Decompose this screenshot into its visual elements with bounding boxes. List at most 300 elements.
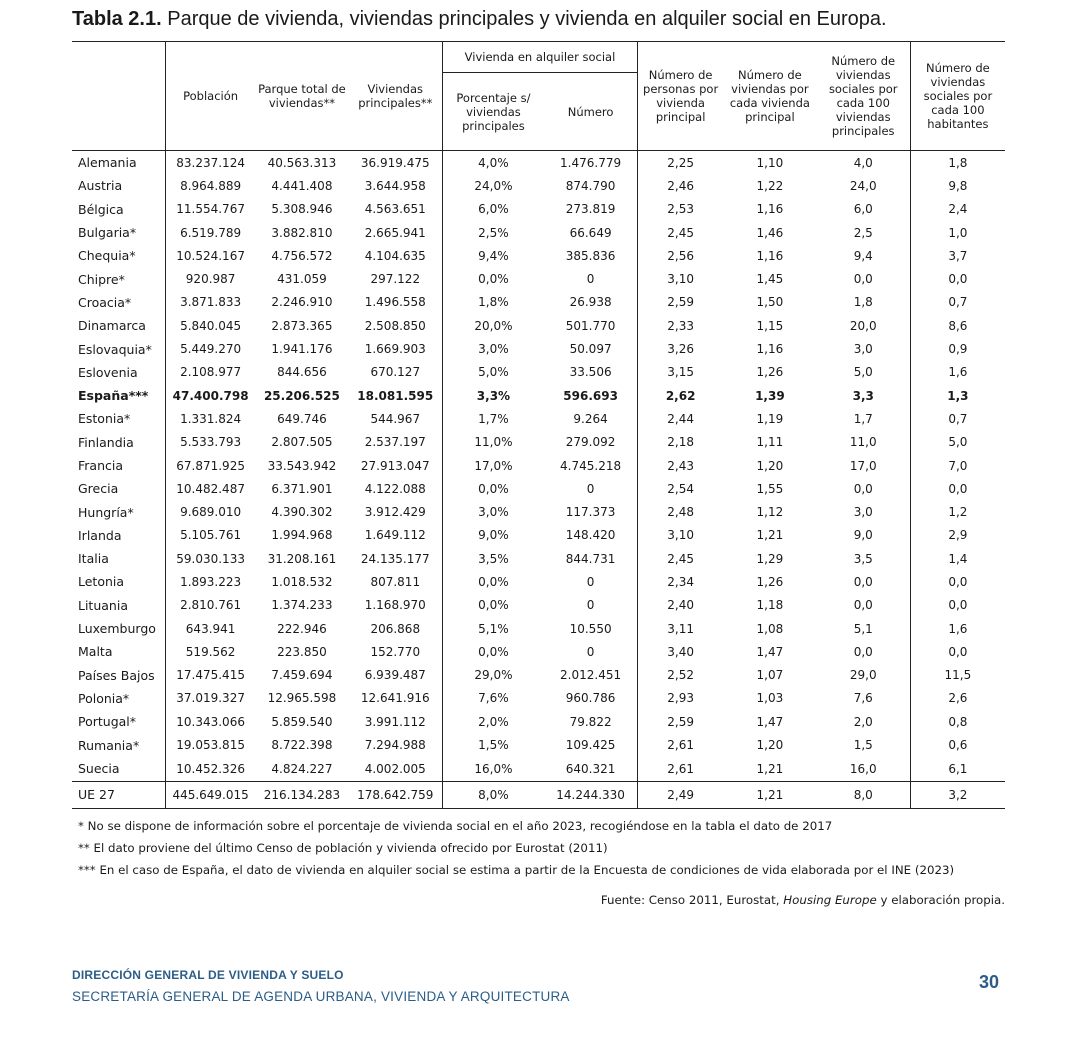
cell-pct: 9,4% <box>442 244 544 267</box>
cell-s100p: 0,0 <box>853 574 873 589</box>
cell-s100h: 6,1 <box>910 757 1005 782</box>
cell-pob: 5.449.270 <box>166 337 256 360</box>
cell-parque: 2.873.365 <box>271 318 333 333</box>
cell-vpp: 1,46 <box>756 225 784 240</box>
cell-vpp: 1,55 <box>756 481 784 496</box>
cell-country: Eslovaquia* <box>78 341 152 357</box>
cell-num: 501.770 <box>565 318 616 333</box>
cell-pers: 2,93 <box>638 687 723 710</box>
cell-s100p: 20,0 <box>849 318 877 333</box>
source-prefix: Fuente: Censo 2011, Eurostat, <box>600 893 784 907</box>
cell-s100h: 0,7 <box>910 407 1005 430</box>
cell-pct: 1,7% <box>442 407 544 430</box>
cell-princ: 2.537.197 <box>364 435 426 450</box>
table-row <box>72 244 1005 267</box>
cell-parque: 222.946 <box>277 621 327 636</box>
cell-country: Eslovenia <box>78 364 138 380</box>
cell-s100h: 1,0 <box>910 221 1005 244</box>
cell-pct: 11,0% <box>442 431 544 454</box>
cell-s100h: 3,2 <box>910 781 1005 808</box>
cell-s100h: 0,9 <box>910 337 1005 360</box>
cell-pob: 67.871.925 <box>166 454 256 477</box>
cell-pct: 7,6% <box>442 687 544 710</box>
cell-pob: 5.533.793 <box>166 431 256 454</box>
cell-country: Bélgica <box>78 201 124 217</box>
cell-s100p: 24,0 <box>849 178 877 193</box>
housing-table <box>72 41 1005 809</box>
cell-country: Irlanda <box>78 527 122 543</box>
cell-num: 0 <box>586 598 595 613</box>
cell-pct: 24,0% <box>442 174 544 197</box>
cell-country: Letonia <box>78 574 125 590</box>
cell-num: 117.373 <box>565 505 616 520</box>
cell-vpp: 1,39 <box>755 388 785 403</box>
cell-pers: 2,48 <box>638 500 723 523</box>
cell-princ: 544.967 <box>370 411 421 426</box>
cell-parque: 649.746 <box>277 411 327 426</box>
cell-pers: 2,18 <box>638 431 723 454</box>
cell-s100p: 3,5 <box>853 551 873 566</box>
cell-pob: 59.030.133 <box>166 547 256 570</box>
cell-s100h: 2,4 <box>910 198 1005 221</box>
cell-pob: 920.987 <box>166 267 256 290</box>
header-personas: Número de personas por vivienda principal <box>638 42 723 151</box>
cell-pct: 0,0% <box>442 267 544 290</box>
cell-vpp: 1,26 <box>756 574 784 589</box>
cell-country: Bulgaria* <box>78 225 137 241</box>
cell-princ: 2.665.941 <box>364 225 426 240</box>
cell-pers: 2,25 <box>638 151 723 175</box>
cell-pct: 2,5% <box>442 221 544 244</box>
table-row <box>72 384 1005 407</box>
source-note <box>601 893 1005 907</box>
cell-pob: 10.343.066 <box>166 710 256 733</box>
cell-s100p: 9,0 <box>853 528 873 543</box>
table-row <box>72 221 1005 244</box>
cell-pob: 19.053.815 <box>166 733 256 756</box>
header-numero: Número <box>544 73 638 151</box>
footer-dept-2: SECRETARÍA GENERAL DE AGENDA URBANA, VIVIENDA Y ARQUITECTURA <box>72 989 570 1004</box>
cell-pers: 2,45 <box>638 221 723 244</box>
cell-parque: 1.941.176 <box>271 342 333 357</box>
cell-princ: 6.939.487 <box>364 668 426 683</box>
cell-s100p: 2,0 <box>853 714 873 729</box>
table-row <box>72 291 1005 314</box>
cell-pers: 3,10 <box>638 524 723 547</box>
cell-pob: 5.840.045 <box>166 314 256 337</box>
cell-country: Polonia* <box>78 690 130 706</box>
table-row <box>72 687 1005 710</box>
table-row <box>72 198 1005 221</box>
table-row <box>72 267 1005 290</box>
page-number: 30 <box>979 972 1000 992</box>
cell-s100h: 2,6 <box>910 687 1005 710</box>
cell-vpp: 1,15 <box>756 318 784 333</box>
table-row <box>72 710 1005 733</box>
cell-vpp: 1,29 <box>756 551 784 566</box>
cell-vpp: 1,16 <box>756 248 784 263</box>
table-row <box>72 500 1005 523</box>
cell-country: Austria <box>78 178 123 194</box>
cell-num: 0 <box>586 272 595 287</box>
cell-s100p: 1,5 <box>853 738 873 753</box>
cell-princ: 27.913.047 <box>360 458 430 473</box>
cell-pers: 3,11 <box>638 617 723 640</box>
cell-pers: 2,46 <box>638 174 723 197</box>
cell-parque: 7.459.694 <box>271 668 333 683</box>
cell-s100p: 16,0 <box>849 761 877 776</box>
cell-country: UE 27 <box>72 781 166 808</box>
cell-parque: 8.722.398 <box>271 738 333 753</box>
cell-num: 640.321 <box>565 761 616 776</box>
cell-parque: 25.206.525 <box>263 388 340 403</box>
cell-vpp: 1,08 <box>756 621 784 636</box>
table-row <box>72 361 1005 384</box>
cell-pers: 3,10 <box>638 267 723 290</box>
cell-parque: 4.756.572 <box>271 248 333 263</box>
cell-princ: 4.104.635 <box>364 248 426 263</box>
cell-pct: 9,0% <box>442 524 544 547</box>
header-poblacion: Población <box>166 42 256 151</box>
cell-pct: 8,0% <box>442 781 544 808</box>
cell-s100h: 0,8 <box>910 710 1005 733</box>
cell-country: Lituania <box>78 597 128 613</box>
cell-parque: 216.134.283 <box>255 781 349 808</box>
cell-pct: 20,0% <box>442 314 544 337</box>
cell-pob: 1.331.824 <box>166 407 256 430</box>
table-row <box>72 664 1005 687</box>
cell-s100p: 17,0 <box>849 458 877 473</box>
cell-parque: 223.850 <box>277 644 327 659</box>
cell-country: Luxemburgo <box>78 621 156 637</box>
cell-princ: 4.122.088 <box>364 481 426 496</box>
cell-s100h: 5,0 <box>910 431 1005 454</box>
cell-s100h: 0,0 <box>910 267 1005 290</box>
cell-num: 279.092 <box>565 435 616 450</box>
cell-s100p: 2,5 <box>853 225 873 240</box>
cell-parque: 4.390.302 <box>271 505 333 520</box>
cell-pers: 2,45 <box>638 547 723 570</box>
total-row <box>72 781 1005 808</box>
cell-vpp: 1,22 <box>756 178 784 193</box>
cell-parque: 844.656 <box>277 365 327 380</box>
footnote-1: * No se dispone de información sobre el porcentaje de vivienda social en el año 2023, recogiéndose en la tabla el dato de 2017 <box>78 819 833 833</box>
cell-pob: 10.452.326 <box>166 757 256 782</box>
cell-country: Suecia <box>78 761 120 777</box>
cell-vpp: 1,07 <box>756 668 784 683</box>
cell-s100p: 1,8 <box>853 295 873 310</box>
cell-num: 33.506 <box>569 365 612 380</box>
cell-s100p: 6,0 <box>853 202 873 217</box>
cell-pct: 3,0% <box>442 500 544 523</box>
cell-princ: 4.002.005 <box>364 761 426 776</box>
cell-vpp: 1,26 <box>756 365 784 380</box>
cell-princ: 1.649.112 <box>364 528 426 543</box>
cell-pct: 0,0% <box>442 594 544 617</box>
cell-num: 66.649 <box>569 225 612 240</box>
cell-num: 79.822 <box>569 714 612 729</box>
cell-pers: 2,56 <box>638 244 723 267</box>
footnote-3: *** En el caso de España, el dato de vivienda en alquiler social se estima a partir de la Encuesta de condiciones de vida elaborada por el INE (2023) <box>78 863 955 877</box>
cell-vpp: 1,20 <box>756 458 784 473</box>
cell-s100h: 1,2 <box>910 500 1005 523</box>
cell-parque: 2.246.910 <box>271 295 333 310</box>
cell-pob: 10.482.487 <box>166 477 256 500</box>
cell-pct: 5,0% <box>442 361 544 384</box>
cell-pers: 2,61 <box>638 733 723 756</box>
cell-princ: 1.669.903 <box>364 342 426 357</box>
cell-pct: 2,0% <box>442 710 544 733</box>
cell-pers: 2,53 <box>638 198 723 221</box>
cell-pct: 3,3% <box>442 384 544 407</box>
cell-num: 844.731 <box>565 551 616 566</box>
cell-pct: 1,8% <box>442 291 544 314</box>
cell-num: 4.745.218 <box>560 458 622 473</box>
cell-pers: 3,40 <box>638 640 723 663</box>
cell-pers: 2,52 <box>638 664 723 687</box>
cell-country: Rumania* <box>78 737 140 753</box>
header-porcentaje: Porcentaje s/ viviendas principales <box>442 73 544 151</box>
footnotes <box>78 815 954 881</box>
cell-vpp: 1,03 <box>756 691 784 706</box>
cell-pob: 8.964.889 <box>166 174 256 197</box>
table-row <box>72 733 1005 756</box>
cell-s100p: 5,0 <box>853 365 873 380</box>
cell-pct: 1,5% <box>442 733 544 756</box>
cell-parque: 1.374.233 <box>271 598 333 613</box>
cell-princ: 152.770 <box>370 644 421 659</box>
cell-s100h: 3,7 <box>910 244 1005 267</box>
cell-parque: 5.859.540 <box>271 714 333 729</box>
cell-princ: 12.641.916 <box>360 691 430 706</box>
cell-princ: 3.991.112 <box>364 714 426 729</box>
cell-num: 109.425 <box>565 738 616 753</box>
cell-country: Chequia* <box>78 248 136 264</box>
cell-princ: 670.127 <box>370 365 421 380</box>
cell-s100p: 11,0 <box>849 435 877 450</box>
cell-parque: 4.441.408 <box>271 178 333 193</box>
source-italic: Housing Europe <box>783 893 877 907</box>
cell-num: 148.420 <box>565 528 616 543</box>
cell-s100p: 3,0 <box>853 505 873 520</box>
table-row <box>72 337 1005 360</box>
cell-parque: 5.308.946 <box>271 202 333 217</box>
cell-s100h: 1,6 <box>910 617 1005 640</box>
cell-parque: 6.371.901 <box>271 481 333 496</box>
table-row <box>72 757 1005 782</box>
cell-parque: 40.563.313 <box>267 155 337 170</box>
header-parque-total: Parque total de viviendas** <box>255 42 349 151</box>
cell-num: 0 <box>586 644 595 659</box>
cell-vpp: 1,16 <box>756 342 784 357</box>
cell-parque: 31.208.161 <box>267 551 337 566</box>
cell-country: Chipre* <box>78 271 125 287</box>
cell-princ: 1.496.558 <box>364 295 426 310</box>
cell-pob: 643.941 <box>166 617 256 640</box>
cell-country: Estonia* <box>78 411 131 427</box>
cell-vpp: 1,45 <box>756 272 784 287</box>
cell-pob: 6.519.789 <box>166 221 256 244</box>
cell-princ: 3.912.429 <box>364 505 426 520</box>
cell-vpp: 1,19 <box>756 411 784 426</box>
cell-s100p: 0,0 <box>853 598 873 613</box>
cell-vpp: 1,11 <box>756 435 784 450</box>
source-suffix: y elaboración propia. <box>876 893 1005 907</box>
cell-vpp: 1,10 <box>756 155 784 170</box>
cell-s100p: 8,0 <box>817 781 911 808</box>
cell-s100h: 8,6 <box>910 314 1005 337</box>
cell-pct: 16,0% <box>442 757 544 782</box>
cell-s100h: 0,7 <box>910 291 1005 314</box>
cell-princ: 178.642.759 <box>349 781 443 808</box>
table-title-label: Tabla 2.1. <box>72 8 162 30</box>
cell-princ: 7.294.988 <box>364 738 426 753</box>
cell-pers: 2,59 <box>638 291 723 314</box>
cell-pct: 17,0% <box>442 454 544 477</box>
cell-princ: 807.811 <box>370 574 421 589</box>
cell-pob: 1.893.223 <box>166 570 256 593</box>
cell-vpp: 1,20 <box>756 738 784 753</box>
cell-princ: 36.919.475 <box>360 155 430 170</box>
cell-s100h: 1,8 <box>910 151 1005 175</box>
cell-num: 50.097 <box>569 342 612 357</box>
cell-s100p: 7,6 <box>853 691 873 706</box>
footnote-2: ** El dato proviene del último Censo de población y vivienda ofrecido por Eurostat (2011) <box>78 841 608 855</box>
cell-vpp: 1,18 <box>756 598 784 613</box>
cell-s100h: 1,6 <box>910 361 1005 384</box>
cell-pct: 29,0% <box>442 664 544 687</box>
cell-s100p: 0,0 <box>853 272 873 287</box>
cell-s100p: 5,1 <box>853 621 873 636</box>
cell-s100h: 0,0 <box>910 570 1005 593</box>
cell-country: Finlandia <box>78 434 134 450</box>
cell-vpp: 1,12 <box>756 505 784 520</box>
cell-princ: 3.644.958 <box>364 178 426 193</box>
cell-princ: 4.563.651 <box>364 202 426 217</box>
cell-pers: 2,44 <box>638 407 723 430</box>
cell-pct: 0,0% <box>442 640 544 663</box>
cell-pob: 17.475.415 <box>166 664 256 687</box>
table-row <box>72 570 1005 593</box>
cell-pob: 5.105.761 <box>166 524 256 547</box>
cell-country: Italia <box>78 551 109 567</box>
cell-num: 2.012.451 <box>560 668 622 683</box>
cell-princ: 24.135.177 <box>360 551 430 566</box>
cell-pers: 2,59 <box>638 710 723 733</box>
cell-pct: 0,0% <box>442 477 544 500</box>
cell-country: Países Bajos <box>78 667 155 683</box>
cell-num: 273.819 <box>565 202 616 217</box>
cell-s100p: 9,4 <box>853 248 873 263</box>
cell-s100p: 3,0 <box>853 342 873 357</box>
table-row <box>72 477 1005 500</box>
cell-s100h: 0,6 <box>910 733 1005 756</box>
cell-vpp: 1,47 <box>756 714 784 729</box>
header-group-social: Vivienda en alquiler social <box>442 42 637 73</box>
cell-num: 0 <box>586 481 595 496</box>
cell-s100p: 0,0 <box>853 644 873 659</box>
cell-princ: 18.081.595 <box>357 388 434 403</box>
cell-pers: 2,34 <box>638 570 723 593</box>
cell-pob: 37.019.327 <box>166 687 256 710</box>
cell-country: Francia <box>78 458 124 473</box>
cell-parque: 1.994.968 <box>271 528 333 543</box>
cell-princ: 297.122 <box>370 272 421 287</box>
cell-s100p: 4,0 <box>853 155 873 170</box>
table-title-text: Parque de vivienda, viviendas principales y vivienda en alquiler social en Europa. <box>167 8 887 30</box>
cell-num: 385.836 <box>565 248 616 263</box>
cell-pob: 3.871.833 <box>166 291 256 314</box>
table-row <box>72 407 1005 430</box>
cell-country: Portugal* <box>78 714 137 730</box>
cell-parque: 2.807.505 <box>271 435 333 450</box>
cell-pct: 0,0% <box>442 570 544 593</box>
table-row <box>72 594 1005 617</box>
cell-num: 596.693 <box>563 388 618 403</box>
cell-pob: 2.810.761 <box>166 594 256 617</box>
cell-vpp: 1,50 <box>756 295 784 310</box>
cell-country: Dinamarca <box>78 318 146 334</box>
cell-pers: 2,62 <box>638 384 723 407</box>
cell-s100p: 0,0 <box>853 481 873 496</box>
cell-s100h: 9,8 <box>910 174 1005 197</box>
cell-num: 960.786 <box>565 691 616 706</box>
cell-pob: 519.562 <box>166 640 256 663</box>
table-title <box>72 7 887 31</box>
cell-vpp: 1,16 <box>756 202 784 217</box>
cell-s100h: 11,5 <box>910 664 1005 687</box>
cell-s100h: 1,4 <box>910 547 1005 570</box>
cell-s100h: 0,0 <box>910 477 1005 500</box>
cell-parque: 4.824.227 <box>271 761 333 776</box>
cell-princ: 1.168.970 <box>364 598 426 613</box>
cell-pct: 3,0% <box>442 337 544 360</box>
cell-pers: 2,40 <box>638 594 723 617</box>
cell-pob: 2.108.977 <box>166 361 256 384</box>
cell-vpp: 1,47 <box>756 644 784 659</box>
cell-pob: 9.689.010 <box>166 500 256 523</box>
cell-parque: 3.882.810 <box>271 225 333 240</box>
cell-pers: 3,15 <box>638 361 723 384</box>
header-viviendas-por-principal: Número de viviendas por cada vivienda principal <box>723 42 817 151</box>
header-sociales-100-principales: Número de viviendas sociales por cada 100 viviendas principales <box>817 42 911 151</box>
cell-num: 9.264 <box>573 411 608 426</box>
cell-country: Hungría* <box>78 504 134 520</box>
table-row <box>72 151 1005 175</box>
cell-country: Malta <box>78 644 113 660</box>
table-body <box>72 151 1005 809</box>
table-row <box>72 524 1005 547</box>
cell-parque: 431.059 <box>277 272 327 287</box>
table-row <box>72 547 1005 570</box>
cell-pct: 5,1% <box>442 617 544 640</box>
cell-pob: 83.237.124 <box>166 151 256 175</box>
header-sociales-100-habitantes: Número de viviendas sociales por cada 100 habitantes <box>910 42 1005 151</box>
cell-s100p: 29,0 <box>849 668 877 683</box>
cell-pct: 4,0% <box>442 151 544 175</box>
table-row <box>72 640 1005 663</box>
cell-s100h: 0,0 <box>910 594 1005 617</box>
cell-parque: 1.018.532 <box>271 574 333 589</box>
cell-pob: 47.400.798 <box>166 384 256 407</box>
cell-s100p: 1,7 <box>853 411 873 426</box>
cell-pob: 445.649.015 <box>166 781 256 808</box>
table-row <box>72 174 1005 197</box>
table-row <box>72 431 1005 454</box>
header-viviendas-principales: Viviendas principales** <box>349 42 443 151</box>
cell-s100h: 0,0 <box>910 640 1005 663</box>
cell-vpp: 1,21 <box>723 781 817 808</box>
